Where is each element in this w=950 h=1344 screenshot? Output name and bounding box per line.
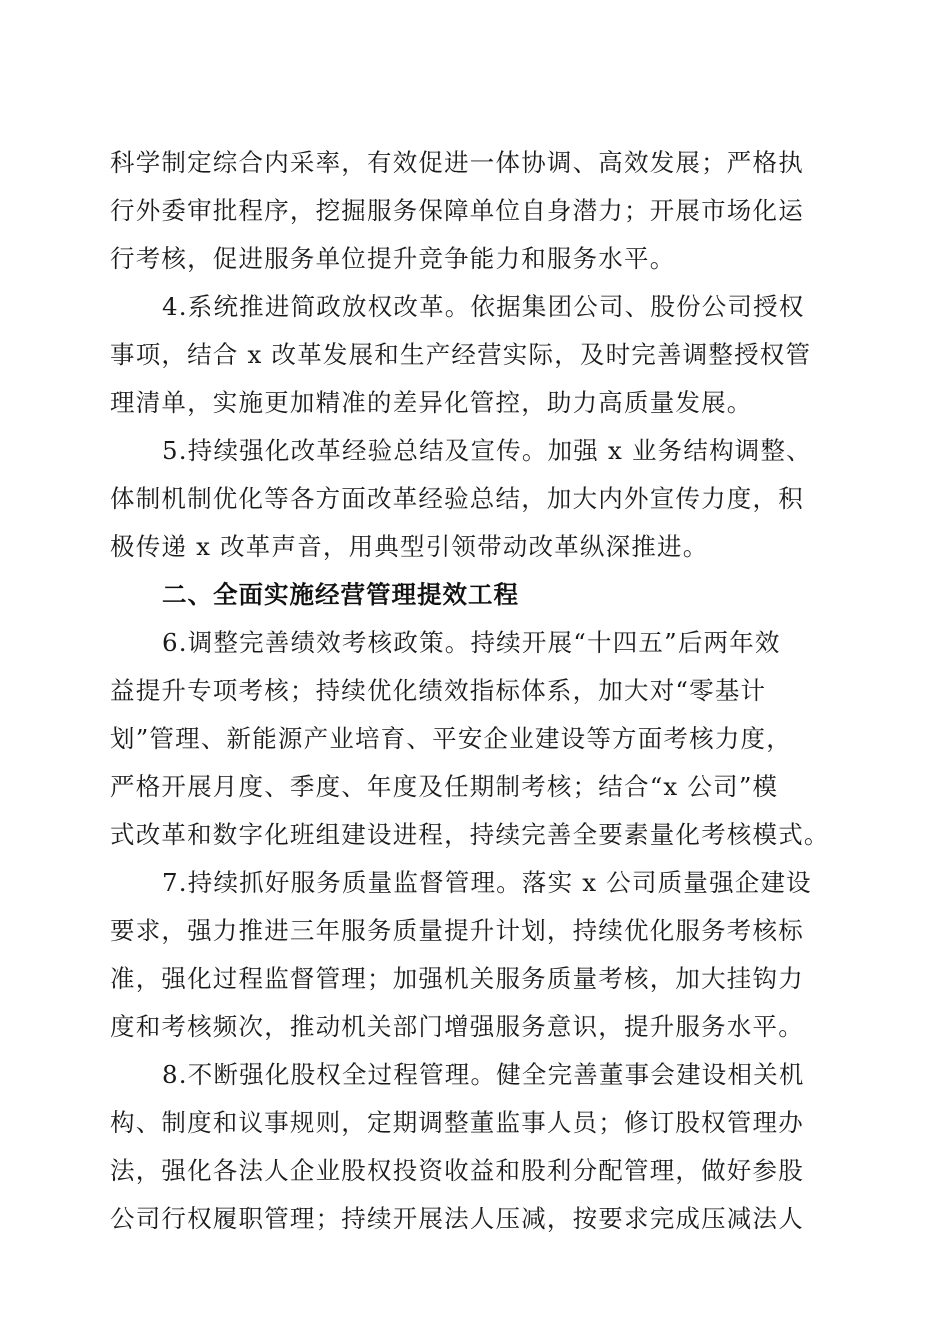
section-heading: 二、全面实施经营管理提效工程 bbox=[162, 580, 519, 609]
text-line: 4.系统推进简政放权改革。依据集团公司、股份公司授权 bbox=[162, 292, 805, 321]
text-line: 构、制度和议事规则，定期调整董监事人员；修订股权管理办 bbox=[110, 1108, 804, 1137]
text-line: 科学制定综合内采率，有效促进一体协调、高效发展；严格执 bbox=[110, 148, 804, 177]
text-line: 行考核，促进服务单位提升竞争能力和服务水平。 bbox=[110, 244, 676, 273]
text-line: 5.持续强化改革经验总结及宣传。加强 x 业务结构调整、 bbox=[162, 436, 812, 465]
text-line: 事项，结合 x 改革发展和生产经营实际，及时完善调整授权管 bbox=[110, 340, 812, 369]
text-line: 行外委审批程序，挖掘服务保障单位自身潜力；开展市场化运 bbox=[110, 196, 804, 225]
text-line: 公司行权履职管理；持续开展法人压减，按要求完成压减法人 bbox=[110, 1204, 804, 1233]
text-line: 严格开展月度、季度、年度及任期制考核；结合“x 公司”模 bbox=[110, 772, 779, 801]
text-line: 益提升专项考核；持续优化绩效指标体系，加大对“零基计 bbox=[110, 676, 767, 705]
text-line: 8.不断强化股权全过程管理。健全完善董事会建设相关机 bbox=[162, 1060, 805, 1089]
text-line: 度和考核频次，推动机关部门增强服务意识，提升服务水平。 bbox=[110, 1012, 804, 1041]
text-line: 理清单，实施更加精准的差异化管控，助力高质量发展。 bbox=[110, 388, 753, 417]
text-line: 准，强化过程监督管理；加强机关服务质量考核，加大挂钩力 bbox=[110, 964, 804, 993]
text-line: 极传递 x 改革声音，用典型引领带动改革纵深推进。 bbox=[110, 532, 709, 561]
text-line: 划”管理、新能源产业培育、平安企业建设等方面考核力度， bbox=[110, 724, 792, 753]
text-line: 式改革和数字化班组建设进程，持续完善全要素量化考核模式。 bbox=[110, 820, 830, 849]
text-line: 7.持续抓好服务质量监督管理。落实 x 公司质量强企建设 bbox=[162, 868, 812, 897]
text-line: 6.调整完善绩效考核政策。持续开展“十四五”后两年效 bbox=[162, 628, 781, 657]
text-line: 要求，强力推进三年服务质量提升计划，持续优化服务考核标 bbox=[110, 916, 804, 945]
text-line: 法，强化各法人企业股权投资收益和股利分配管理，做好参股 bbox=[110, 1156, 804, 1185]
text-line: 体制机制优化等各方面改革经验总结，加大内外宣传力度，积 bbox=[110, 484, 804, 513]
